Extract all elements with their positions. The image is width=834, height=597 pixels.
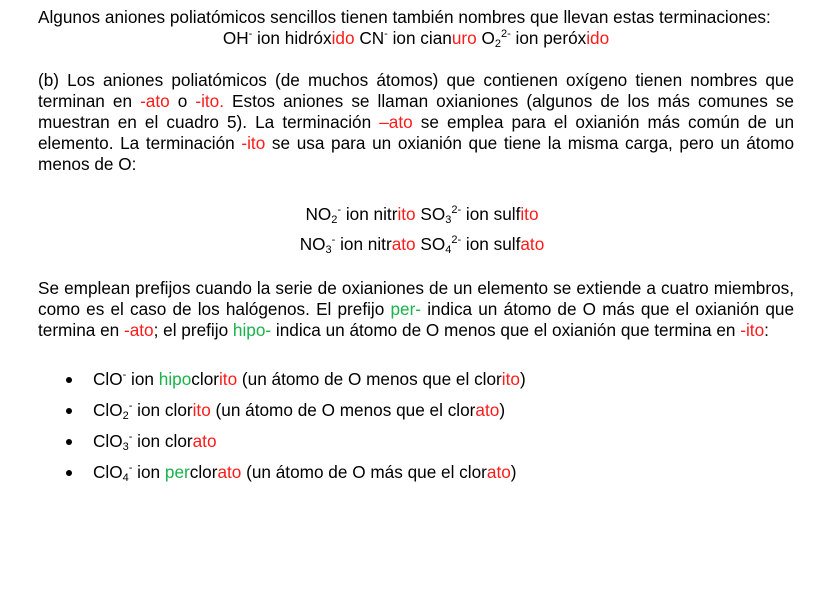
oxyanion-examples [50, 199, 794, 259]
list-item: ClO$_2$- ion clorito (un átomo de O menos que el clorato) [93, 400, 794, 421]
anion-peroxide: $O_2^{2-}$ ion peróxido [481, 28, 610, 50]
anion-sulfite: $SO_3^{2-}$ ion sulfito [420, 204, 539, 226]
example-row-ato [50, 229, 794, 259]
anion-nitrate: $NO_3^-$ ion nitrato [299, 234, 416, 256]
anion-sulfate: $SO_4^{2-}$ ion sulfato [420, 234, 545, 256]
anion-cyanide: CN- ion cianuro [359, 28, 477, 48]
anion-hydroxide: OH- ion hidróxido [222, 28, 355, 48]
list-item: ClO$_4$- ion perclorato (un átomo de O más que el clorato) [93, 462, 794, 483]
intro-paragraph: Algunos aniones poliatómicos sencillos tienen también nombres que llevan estas terminaciones: [38, 7, 771, 27]
oxyanions-paragraph: (b) Los aniones poliatómicos (de muchos átomos) que contienen oxígeno tienen nombres que terminan en -ato o -ito. Estos aniones se llaman oxianiones (algunos de los más comunes se muestran en el cuadro 5). La terminación –ato se emplea para el oxianión más común de un elemento. La terminación -ito se usa para un oxianión que tiene la misma carga, pero un átomo menos de O: [38, 70, 794, 174]
list-item: ClO- ion hipoclorito (un átomo de O menos que el clorito) [93, 369, 794, 390]
anion-nitrite: $NO_2^-$ ion nitrito [305, 204, 416, 226]
chlorine-oxyanion-list [38, 369, 794, 483]
list-item: ClO$_3$- ion clorato [93, 431, 794, 452]
example-row-ito [50, 199, 794, 229]
simple-anions-line [38, 28, 794, 49]
prefixes-paragraph: Se emplean prefijos cuando la serie de oxianiones de un elemento se extiende a cuatro miembros, como es el caso de los halógenos. El prefijo per- indica un átomo de O más que el oxianión que termina en -ato; el prefijo hipo- indica un átomo de O menos que el oxianión que termina en -ito: [38, 278, 795, 340]
